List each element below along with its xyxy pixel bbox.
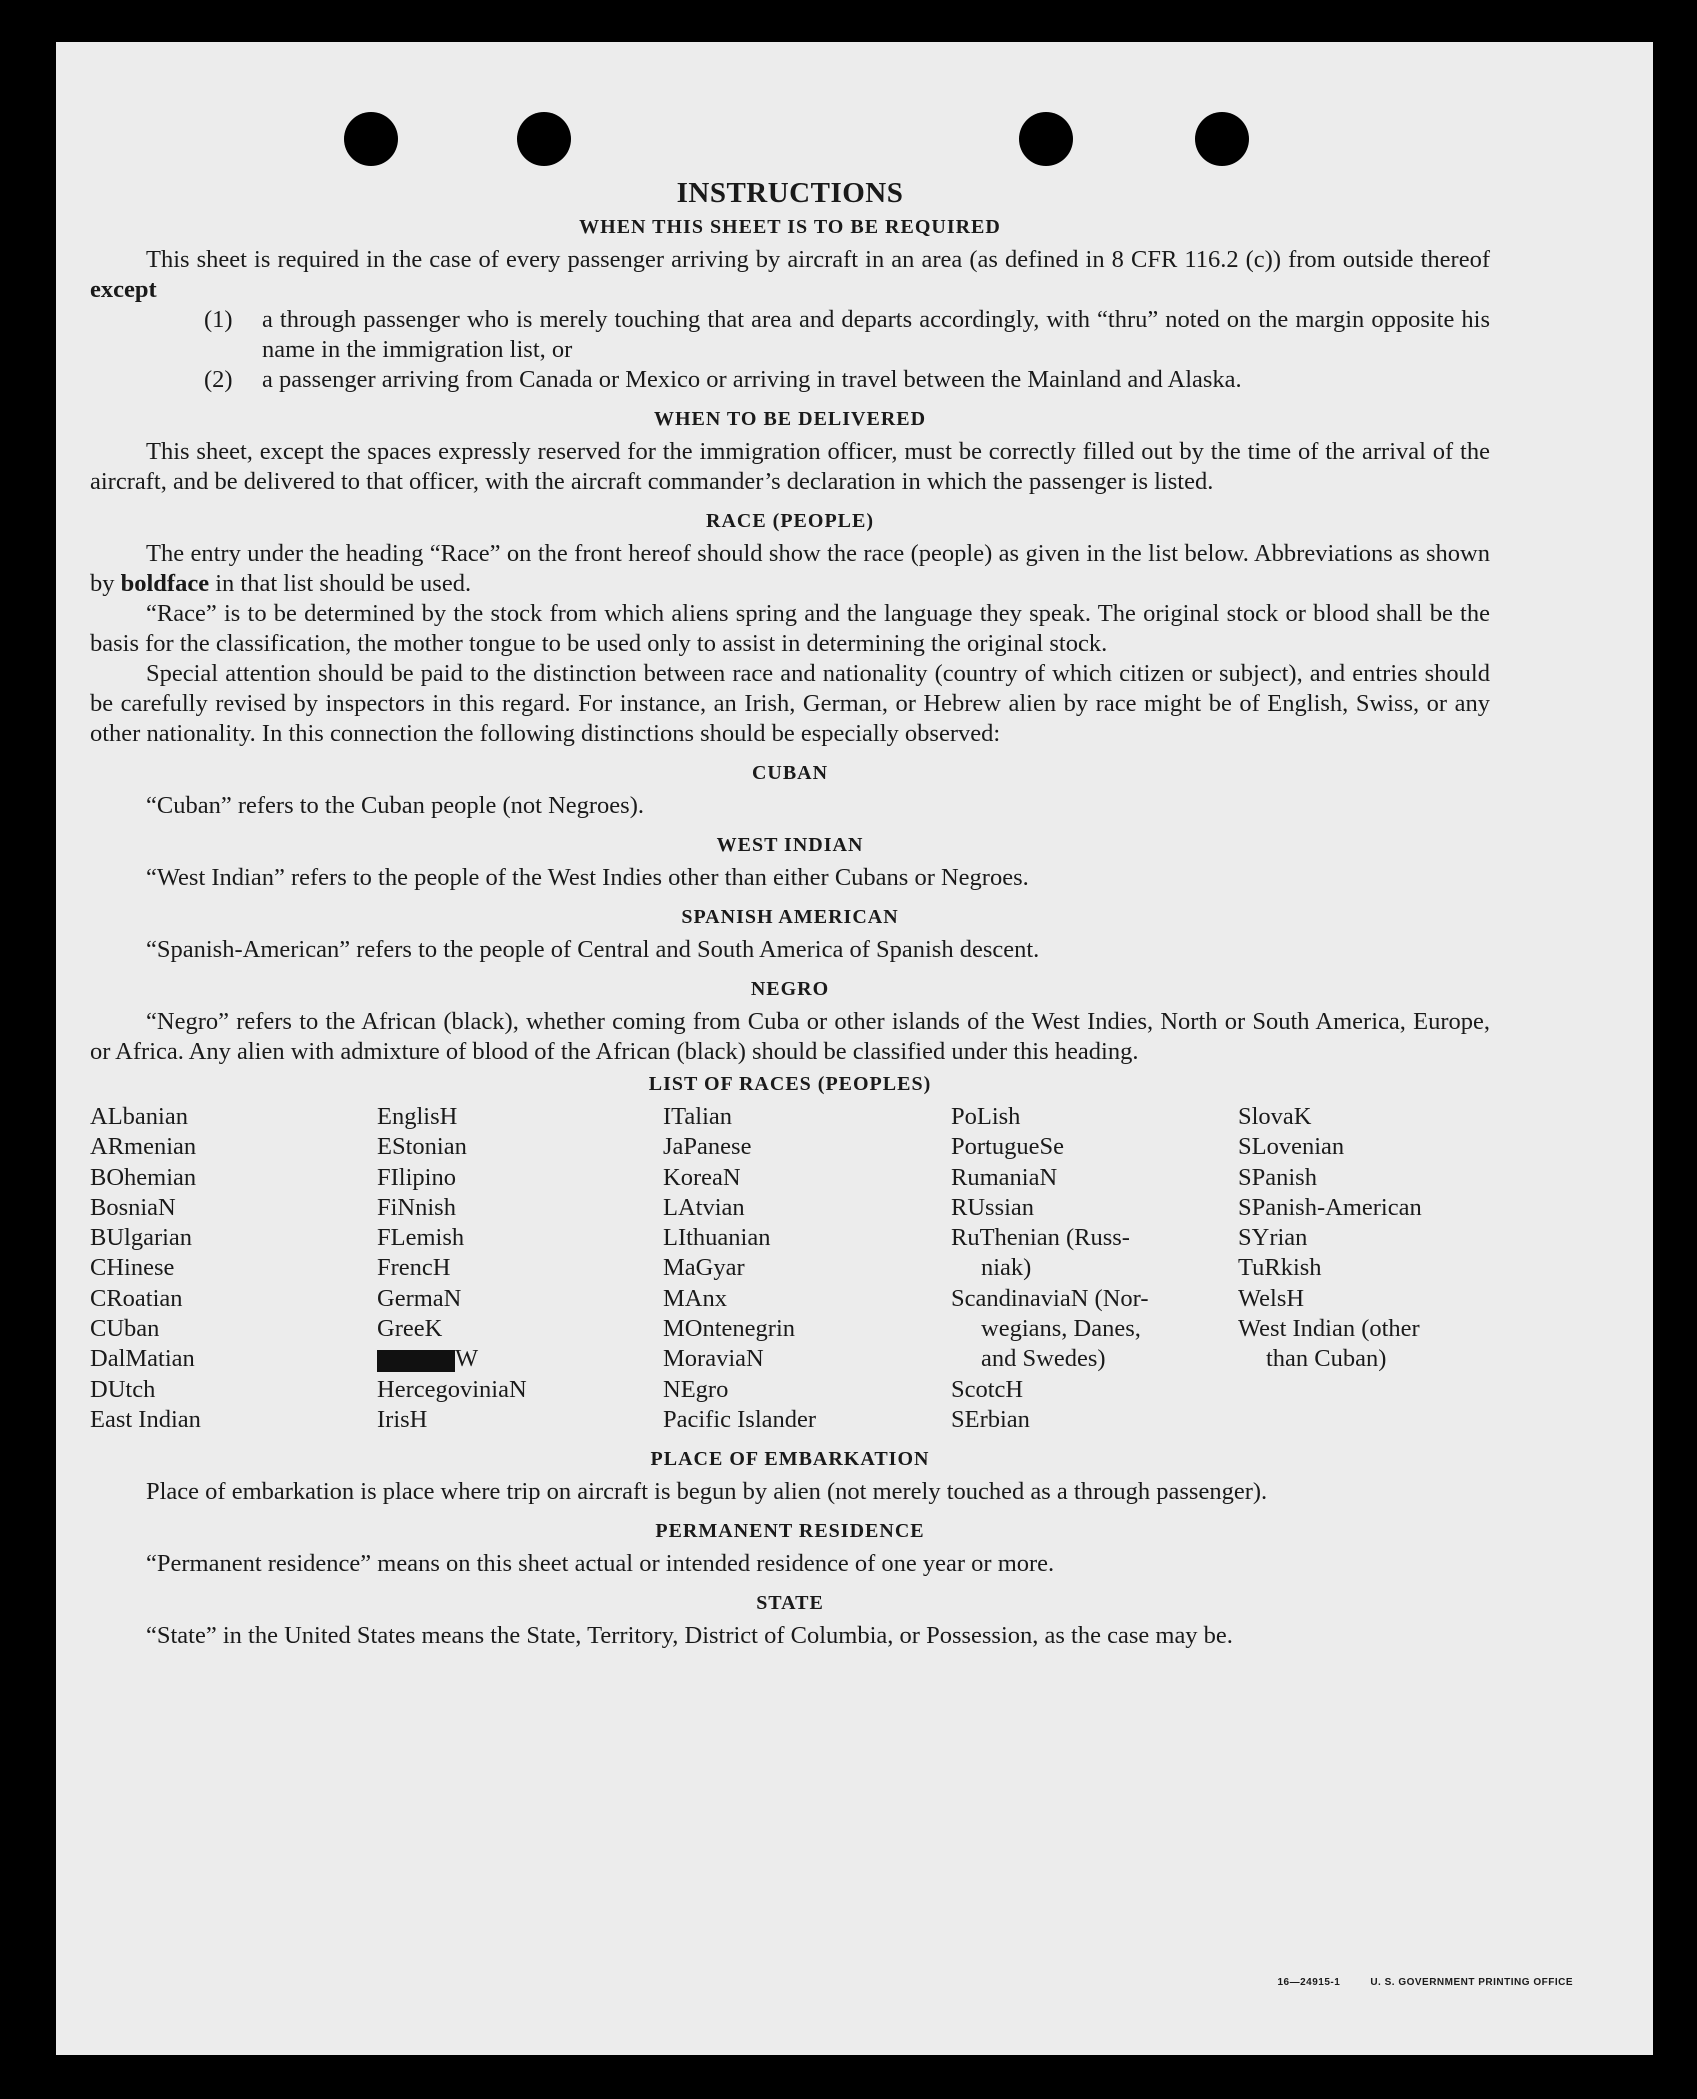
document-sheet bbox=[56, 42, 1653, 2055]
list-item: RUssian bbox=[951, 1193, 1035, 1221]
races-column bbox=[90, 1102, 377, 1435]
heading-when-delivered: WHEN TO BE DELIVERED bbox=[653, 408, 927, 430]
list-item: W bbox=[377, 1344, 663, 1374]
exception-item: (1) a through passenger who is merely touching that area and departs accordingly, with “thru” noted on the margin opposite his name in the immigration list, or bbox=[204, 306, 1490, 363]
heading-west-indian: WEST INDIAN bbox=[716, 834, 864, 856]
races-list bbox=[90, 1102, 1490, 1435]
heading-race: RACE (PEOPLE) bbox=[706, 510, 874, 532]
list-item: ARmenian bbox=[90, 1133, 197, 1161]
punch-hole bbox=[1195, 112, 1249, 166]
list-item: FLemish bbox=[377, 1224, 465, 1252]
races-column bbox=[663, 1102, 951, 1435]
list-item: MaGyar bbox=[663, 1254, 745, 1282]
list-item: BOhemian bbox=[90, 1163, 197, 1191]
list-item: WelsH bbox=[1238, 1284, 1305, 1312]
races-column bbox=[951, 1102, 1238, 1435]
list-item: CRoatian bbox=[90, 1284, 183, 1312]
list-item: MoraviaN bbox=[663, 1345, 764, 1373]
state-text: “State” in the United States means the State, Territory, District of Columbia, or Possession, as the case may be. bbox=[146, 1622, 1233, 1650]
list-item: EnglisH bbox=[377, 1103, 458, 1130]
heading-negro: NEGRO bbox=[750, 978, 830, 1000]
heading-spanish-american: SPANISH AMERICAN bbox=[681, 906, 899, 928]
list-item: EStonian bbox=[377, 1133, 467, 1161]
race-paragraph: Special attention should be paid to the distinction between race and nationality (country of which citizen or subject), and entries should be carefully revised by inspectors in this regard. For instance, an Irish, German, or Hebrew alien by race might be of English, Swiss, or any other nationality. In this connection the following distinctions should be especially observed: bbox=[90, 660, 1490, 747]
list-item: SYrian bbox=[1238, 1224, 1308, 1252]
punch-hole bbox=[1019, 112, 1073, 166]
when-delivered-text: This sheet, except the spaces expressly reserved for the immigration officer, must be correctly filled out by the time of the arrival of the aircraft, and be delivered to that officer, with the aircraft commander’s declaration in which the passenger is listed. bbox=[90, 438, 1490, 495]
list-item: KoreaN bbox=[663, 1163, 741, 1191]
list-item: FiNnish bbox=[377, 1193, 456, 1221]
list-item: PoLish bbox=[951, 1103, 1021, 1130]
list-item: SPanish-American bbox=[1238, 1193, 1422, 1221]
list-item: ScotcH bbox=[951, 1375, 1024, 1403]
list-item: MAnx bbox=[663, 1284, 727, 1312]
heading-list-of-races: LIST OF RACES (PEOPLES) bbox=[648, 1073, 932, 1095]
negro-text: “Negro” refers to the African (black), whether coming from Cuba or other islands of the West Indies, North or South America, Europe, or Africa. Any alien with admixture of blood of the African (black) should be classified under this heading. bbox=[90, 1008, 1490, 1065]
list-item: ALbanian bbox=[90, 1103, 188, 1130]
west-indian-text: “West Indian” refers to the people of the West Indies other than either Cubans or Negroes. bbox=[146, 864, 1029, 891]
list-item: FrencH bbox=[377, 1254, 451, 1282]
list-item: GreeK bbox=[377, 1315, 443, 1343]
list-item: than Cuban) bbox=[1266, 1345, 1387, 1373]
list-item: FIlipino bbox=[377, 1163, 456, 1191]
list-item: Pacific Islander bbox=[663, 1405, 817, 1433]
list-item: CHinese bbox=[90, 1254, 175, 1282]
list-item: IrisH bbox=[377, 1405, 428, 1433]
redaction-mark bbox=[377, 1350, 455, 1372]
residence-text: “Permanent residence” means on this sheet actual or intended residence of one year or more. bbox=[146, 1550, 1055, 1578]
heading-when-required: WHEN THIS SHEET IS TO BE REQUIRED bbox=[579, 216, 1001, 238]
list-item: RuThenian (Russ- bbox=[951, 1224, 1130, 1252]
form-number: 16—24915-1 bbox=[1277, 1977, 1341, 1988]
list-item: LIthuanian bbox=[663, 1224, 771, 1252]
when-required-intro: This sheet is required in the case of every passenger arriving by aircraft in an area (as defined in 8 CFR 116.2 (c)) from outside thereof except bbox=[90, 246, 1490, 303]
race-paragraph: The entry under the heading “Race” on the front hereof should show the race (people) as given in the list below. Abbreviations as shown by boldface in that list should be used. bbox=[90, 540, 1490, 597]
punch-hole bbox=[517, 112, 571, 166]
list-item: HercegoviniaN bbox=[377, 1375, 527, 1403]
list-item: NEgro bbox=[663, 1375, 729, 1403]
list-item: DalMatian bbox=[90, 1345, 195, 1373]
list-item: niak) bbox=[981, 1254, 1032, 1282]
list-item: and Swedes) bbox=[981, 1345, 1106, 1373]
races-column bbox=[377, 1102, 663, 1435]
races-column bbox=[1238, 1102, 1422, 1435]
list-item: East Indian bbox=[90, 1405, 201, 1433]
cuban-text: “Cuban” refers to the Cuban people (not Negroes). bbox=[146, 792, 644, 819]
list-item: JaPanese bbox=[663, 1133, 752, 1161]
list-item: RumaniaN bbox=[951, 1163, 1058, 1191]
list-item: DUtch bbox=[90, 1375, 156, 1403]
list-item: MOntenegrin bbox=[663, 1315, 795, 1343]
list-item: PortugueSe bbox=[951, 1133, 1064, 1161]
list-item: LAtvian bbox=[663, 1193, 745, 1221]
printer-name: U. S. GOVERNMENT PRINTING OFFICE bbox=[1370, 1977, 1573, 1988]
list-item: BUlgarian bbox=[90, 1224, 193, 1252]
list-item: BosniaN bbox=[90, 1193, 176, 1221]
list-item: SlovaK bbox=[1238, 1103, 1312, 1130]
race-paragraph: “Race” is to be determined by the stock from which aliens spring and the language they speak. The original stock or blood shall be the basis for the classification, the mother tongue to be used only to assist in determining the original stock. bbox=[90, 600, 1490, 657]
list-item: SLovenian bbox=[1238, 1133, 1345, 1161]
list-item: SPanish bbox=[1238, 1163, 1317, 1191]
spanish-american-text: “Spanish-American” refers to the people of Central and South America of Spanish descent. bbox=[146, 936, 1040, 963]
list-item: wegians, Danes, bbox=[981, 1315, 1141, 1343]
exception-item: (2) a passenger arriving from Canada or Mexico or arriving in travel between the Mainland and Alaska. bbox=[204, 366, 1242, 393]
instructions-content bbox=[90, 177, 1490, 1651]
list-item: West Indian (other bbox=[1238, 1315, 1420, 1343]
list-item: ScandinaviaN (Nor- bbox=[951, 1284, 1149, 1312]
heading-cuban: CUBAN bbox=[751, 762, 829, 784]
heading-embarkation: PLACE OF EMBARKATION bbox=[650, 1448, 930, 1471]
heading-state: STATE bbox=[756, 1592, 824, 1615]
embarkation-text: Place of embarkation is place where trip on aircraft is begun by alien (not merely touched as a through passenger). bbox=[146, 1478, 1268, 1506]
printer-footer bbox=[1247, 1977, 1573, 1988]
list-item: SErbian bbox=[951, 1405, 1030, 1433]
list-item: CUban bbox=[90, 1315, 160, 1343]
page-title: INSTRUCTIONS bbox=[676, 177, 904, 209]
list-item: ITalian bbox=[663, 1103, 733, 1130]
punch-hole bbox=[344, 112, 398, 166]
heading-residence: PERMANENT RESIDENCE bbox=[655, 1520, 925, 1543]
list-item: GermaN bbox=[377, 1284, 462, 1312]
list-item: TuRkish bbox=[1238, 1254, 1322, 1282]
